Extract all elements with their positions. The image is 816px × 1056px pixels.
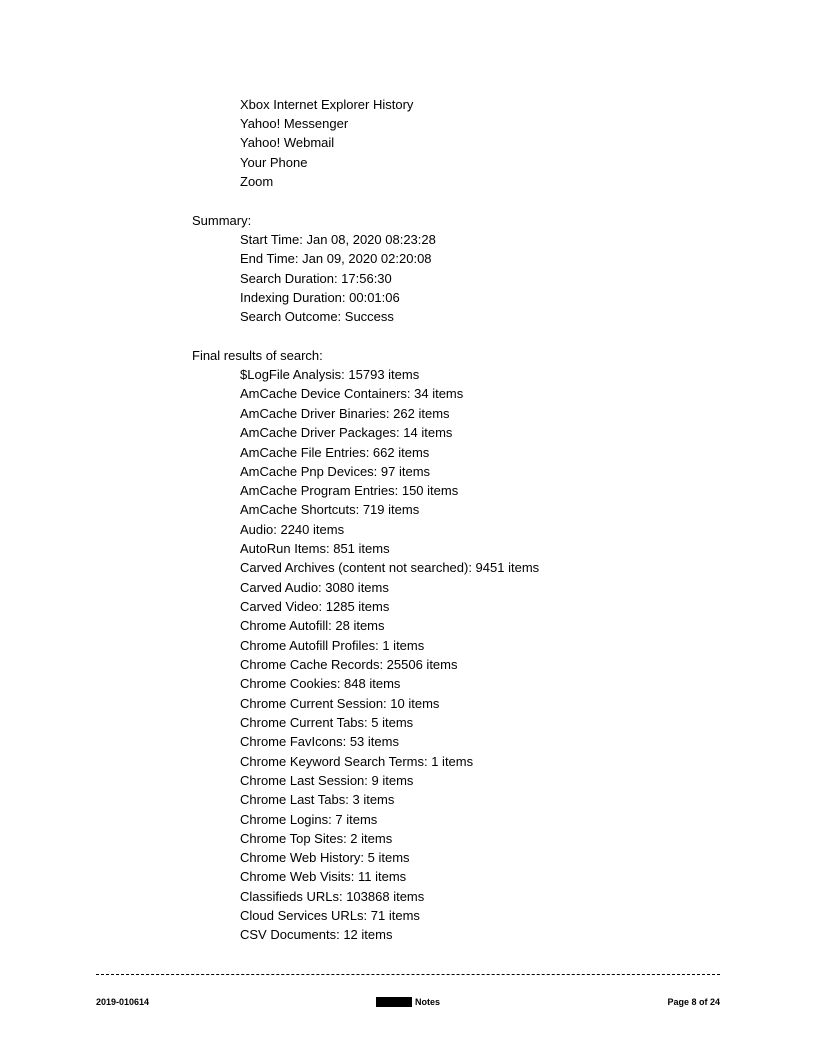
result-item: Carved Archives (content not searched): 9451 items	[240, 560, 540, 575]
result-item: AmCache Pnp Devices: 97 items	[240, 464, 431, 479]
footer-center	[376, 996, 440, 1008]
summary-item: Search Duration: 17:56:30	[240, 271, 392, 286]
result-item: Chrome Current Session: 10 items	[240, 696, 440, 711]
list-item: Xbox Internet Explorer History	[240, 97, 414, 112]
footer-divider	[96, 974, 720, 975]
case-number: 2019-010614	[96, 997, 150, 1007]
summary-item: Indexing Duration: 00:01:06	[240, 290, 400, 305]
results-heading: Final results of search:	[192, 348, 323, 363]
result-item: AmCache Device Containers: 34 items	[240, 386, 464, 401]
list-item: Yahoo! Webmail	[240, 135, 335, 150]
result-item: $LogFile Analysis: 15793 items	[240, 367, 420, 382]
result-item: Audio: 2240 items	[240, 522, 345, 537]
result-item: Chrome Web History: 5 items	[240, 850, 410, 865]
result-item: Chrome FavIcons: 53 items	[240, 734, 399, 749]
result-item: Classifieds URLs: 103868 items	[240, 889, 425, 904]
result-item: AmCache Shortcuts: 719 items	[240, 502, 420, 517]
result-item: Chrome Keyword Search Terms: 1 items	[240, 754, 474, 769]
result-item: AmCache File Entries: 662 items	[240, 445, 430, 460]
summary-item: Start Time: Jan 08, 2020 08:23:28	[240, 232, 436, 247]
page-number: Page 8 of 24	[667, 997, 720, 1007]
footer-label: Notes	[415, 997, 441, 1007]
result-item: AmCache Driver Packages: 14 items	[240, 425, 453, 440]
result-item: AmCache Program Entries: 150 items	[240, 483, 459, 498]
redaction-block	[376, 997, 412, 1007]
result-item: AmCache Driver Binaries: 262 items	[240, 406, 450, 421]
summary-heading: Summary:	[192, 213, 252, 228]
summary-item: Search Outcome: Success	[240, 309, 394, 324]
list-item: Zoom	[240, 174, 274, 189]
result-item: Chrome Cache Records: 25506 items	[240, 657, 458, 672]
result-item: Chrome Web Visits: 11 items	[240, 869, 407, 884]
list-item: Your Phone	[240, 155, 308, 170]
result-item: AutoRun Items: 851 items	[240, 541, 390, 556]
result-item: Chrome Autofill Profiles: 1 items	[240, 638, 425, 653]
result-item: Carved Video: 1285 items	[240, 599, 390, 614]
result-item: Chrome Cookies: 848 items	[240, 676, 401, 691]
result-item: Chrome Last Tabs: 3 items	[240, 792, 395, 807]
result-item: Carved Audio: 3080 items	[240, 580, 389, 595]
list-item: Yahoo! Messenger	[240, 116, 349, 131]
result-item: Chrome Last Session: 9 items	[240, 773, 414, 788]
result-item: Chrome Logins: 7 items	[240, 812, 378, 827]
result-item: Chrome Top Sites: 2 items	[240, 831, 393, 846]
result-item: Cloud Services URLs: 71 items	[240, 908, 420, 923]
summary-item: End Time: Jan 09, 2020 02:20:08	[240, 251, 432, 266]
result-item: Chrome Autofill: 28 items	[240, 618, 385, 633]
result-item: CSV Documents: 12 items	[240, 927, 393, 942]
result-item: Chrome Current Tabs: 5 items	[240, 715, 414, 730]
